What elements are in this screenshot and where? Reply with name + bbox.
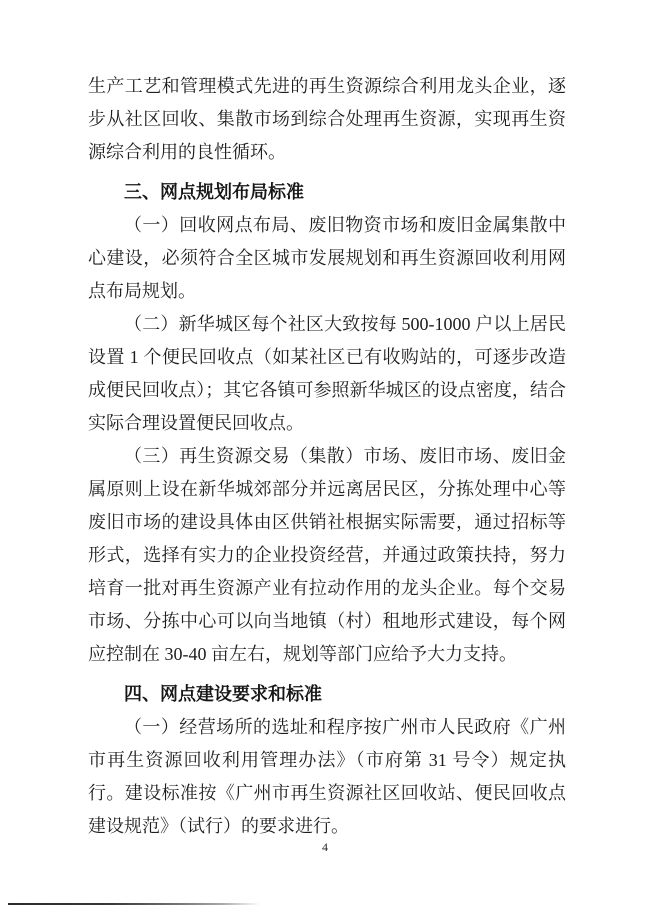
- scan-artifact-line: [8, 903, 260, 905]
- paragraph-3-3: （三）再生资源交易（集散）市场、废旧市场、废旧金属原则上设在新华城郊部分并远离居民区，分拣处理中心等废旧市场的建设具体由区供销社根据实际需要，通过招标等形式，选择有实力的企业投资经营，并通过政策扶持，努力培育一批对再生资源产业有拉动作用的龙头企业。每个交易市场、分拣中心可以向当地镇（村）租地形式建设，每个网应控制在 30-40 亩左右，规划等部门应给予大力支持。: [88, 446, 566, 664]
- paragraph-4-1: （一）经营场所的选址和程序按广州市人民政府《广州市再生资源回收利用管理办法》（市府第 31 号令）规定执行。建设标准按《广州市再生资源社区回收站、便民回收点建设规范》（试行）的要求进行。: [88, 717, 566, 836]
- section-heading-4: 四、网点建设要求和标准: [124, 684, 322, 704]
- section-heading-3: 三、网点规划布局标准: [124, 182, 304, 202]
- paragraph-3-1: （一）回收网点布局、废旧物资市场和废旧金属集散中心建设，必须符合全区城市发展规划和再生资源回收利用网点布局规划。: [88, 215, 566, 301]
- paragraph-3-2: （二）新华城区每个社区大致按每 500-1000 户以上居民设置 1 个便民回收点（如某社区已有收购站的，可逐步改造成便民回收点）；其它各镇可参照新华城区的设点密度，结合实际合理设置便民回收点。: [88, 314, 566, 433]
- text-body: [88, 70, 566, 843]
- paragraph-continuation: 生产工艺和管理模式先进的再生资源综合利用龙头企业，逐步从社区回收、集散市场到综合处理再生资源，实现再生资源综合利用的良性循环。: [88, 76, 566, 162]
- page-number: 4: [322, 840, 328, 854]
